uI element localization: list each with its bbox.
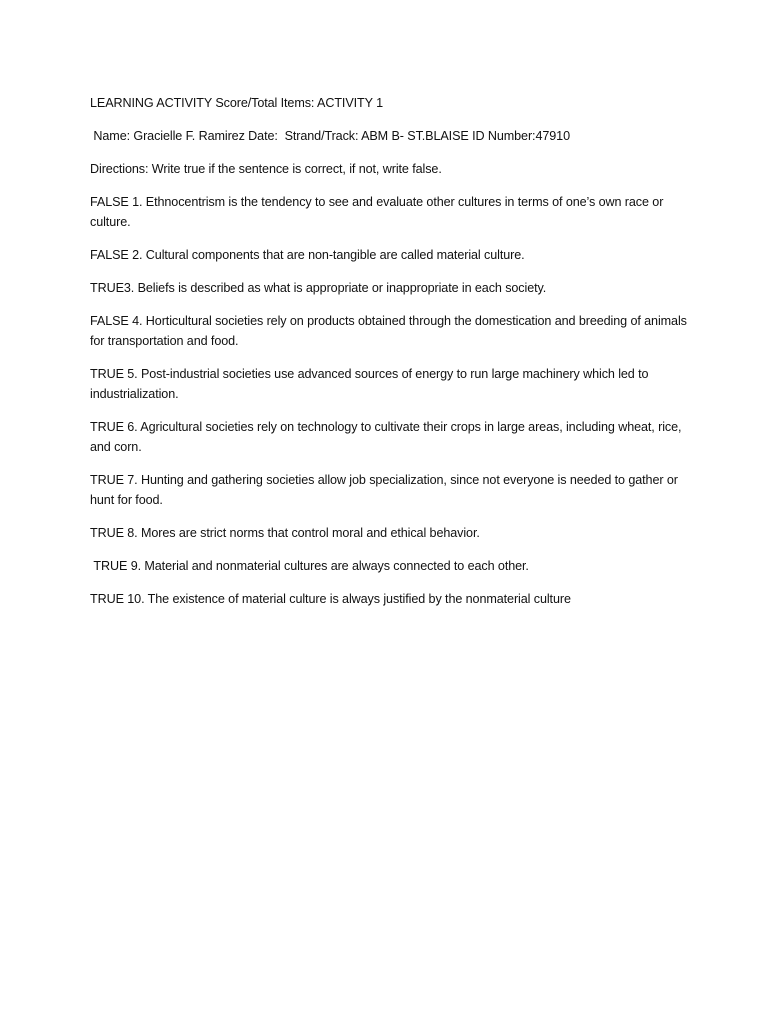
activity-header: LEARNING ACTIVITY Score/Total Items: ACTIVITY 1 xyxy=(90,96,383,110)
answer-item-5: TRUE 5. Post-industrial societies use advanced sources of energy to run large machinery which led to industrialization. xyxy=(90,367,652,401)
answer-item-4: FALSE 4. Horticultural societies rely on products obtained through the domestication and breeding of animals for transportation and food. xyxy=(90,314,691,348)
answer-item-10: TRUE 10. The existence of material culture is always justified by the nonmaterial culture xyxy=(90,592,571,606)
answer-item-6: TRUE 6. Agricultural societies rely on technology to cultivate their crops in large areas, including wheat, rice, and corn. xyxy=(90,420,685,454)
answer-item-8: TRUE 8. Mores are strict norms that control moral and ethical behavior. xyxy=(90,526,480,540)
student-info: Name: Gracielle F. Ramirez Date: Strand/Track: ABM B- ST.BLAISE ID Number:47910 xyxy=(90,129,570,143)
directions: Directions: Write true if the sentence is correct, if not, write false. xyxy=(90,162,442,176)
answer-item-3: TRUE3. Beliefs is described as what is appropriate or inappropriate in each society. xyxy=(90,281,547,295)
answer-item-2: FALSE 2. Cultural components that are non-tangible are called material culture. xyxy=(90,248,525,262)
document-body xyxy=(90,93,690,622)
answer-item-9: TRUE 9. Material and nonmaterial cultures are always connected to each other. xyxy=(90,559,529,573)
answer-item-7: TRUE 7. Hunting and gathering societies allow job specialization, since not everyone is needed to gather or hunt for food. xyxy=(90,473,682,507)
answer-item-1: FALSE 1. Ethnocentrism is the tendency to see and evaluate other cultures in terms of one’s own race or culture. xyxy=(90,195,667,229)
